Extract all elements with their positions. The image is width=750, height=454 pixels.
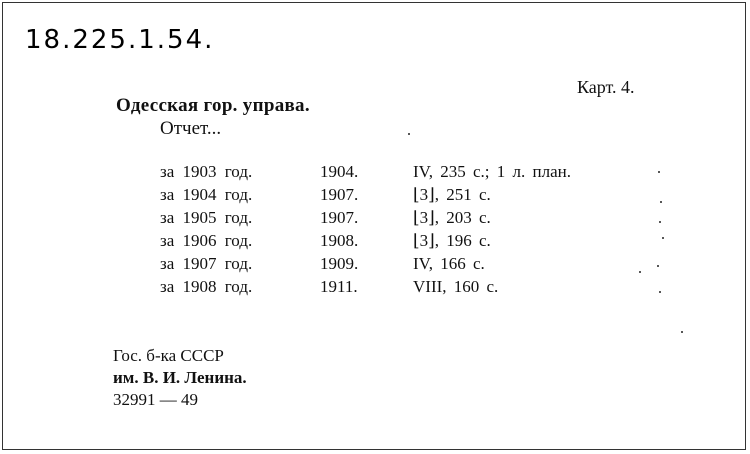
entry-row [3, 277, 745, 299]
scan-speck [659, 221, 661, 223]
scan-speck [658, 171, 660, 173]
entry-extent: ⌊3⌋, 251 с. [413, 185, 491, 204]
entry-pub-year: 1911. [320, 277, 358, 296]
scan-speck [681, 331, 683, 333]
entry-period: за 1905 год. [160, 208, 253, 227]
scan-speck [408, 133, 410, 135]
entry-extent: ⌊3⌋, 203 с. [413, 208, 491, 227]
entry-period: за 1906 год. [160, 231, 253, 250]
scan-speck [657, 265, 659, 267]
entry-row [3, 254, 745, 276]
entry-pub-year: 1904. [320, 162, 359, 181]
entry-row [3, 185, 745, 207]
entry-period: за 1903 год. [160, 162, 253, 181]
entry-extent: IV, 235 с.; 1 л. план. [413, 162, 571, 181]
entry-extent: ⌊3⌋, 196 с. [413, 231, 491, 250]
entry-row [3, 162, 745, 184]
entry-extent: IV, 166 с. [413, 254, 485, 273]
title: Отчет... [160, 118, 222, 139]
scan-speck [639, 271, 641, 273]
scan-speck [662, 237, 664, 239]
entry-period: за 1907 год. [160, 254, 253, 273]
author-heading: Одесская гор. управа. [116, 95, 310, 116]
entry-period: за 1904 год. [160, 185, 253, 204]
entry-pub-year: 1909. [320, 254, 359, 273]
library-line-3: 32991 — 49 [113, 390, 198, 409]
entry-row [3, 231, 745, 253]
card-number: Карт. 4. [577, 77, 635, 97]
library-stamp [113, 345, 247, 411]
shelfmark: 18.225.1.54. [25, 25, 215, 55]
entry-pub-year: 1907. [320, 185, 359, 204]
entry-row [3, 208, 745, 230]
entry-period: за 1908 год. [160, 277, 253, 296]
entry-pub-year: 1908. [320, 231, 359, 250]
scan-speck [659, 291, 661, 293]
entry-pub-year: 1907. [320, 208, 359, 227]
entry-extent: VIII, 160 с. [413, 277, 499, 296]
catalog-card [2, 2, 746, 450]
scan-speck [660, 201, 662, 203]
library-line-2: им. В. И. Ленина. [113, 368, 247, 387]
library-line-1: Гос. б-ка СССР [113, 346, 224, 365]
